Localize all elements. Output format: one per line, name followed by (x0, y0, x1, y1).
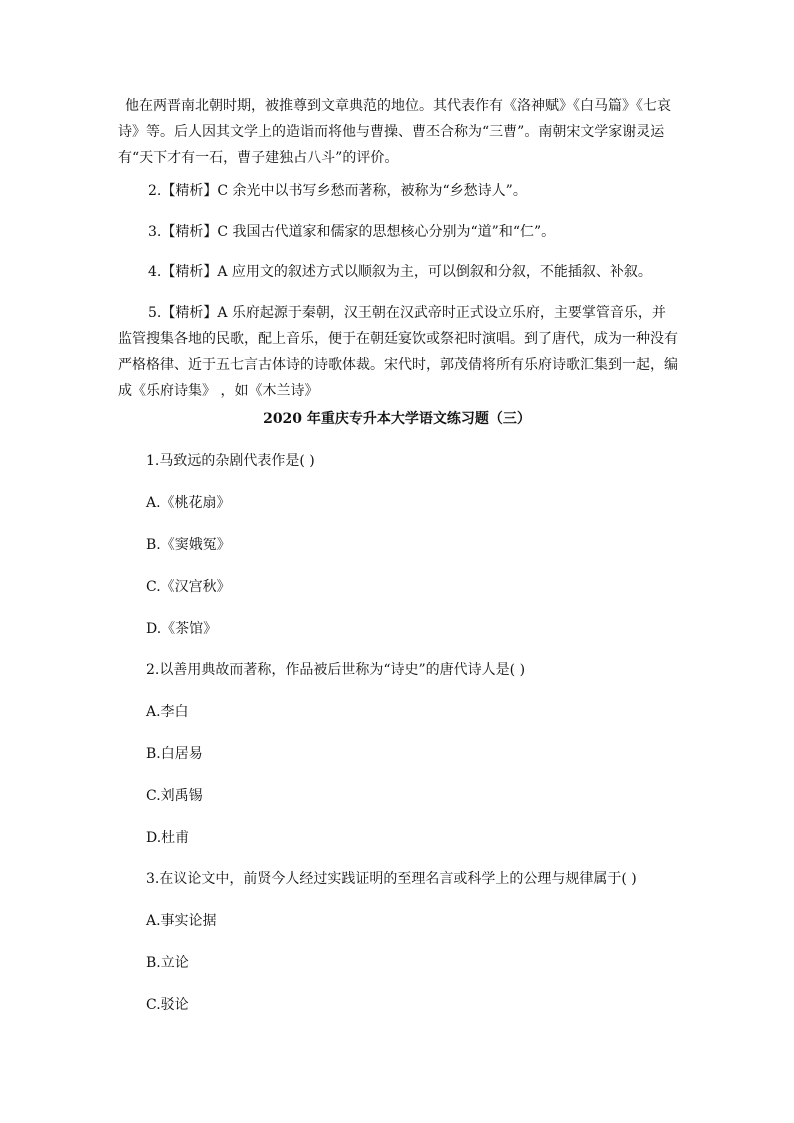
question-2-option-a: A.李白 (146, 704, 189, 720)
analysis-4: 4.【精析】A 应用文的叙述方式以顺叙为主，可以倒叙和分叙，不能插叙、补叙。 (148, 264, 652, 280)
intro-paragraph: 他在两晋南北朝时期，被推尊到文章典范的地位。其代表作有《洛神赋》《白马篇》《七哀诗》等。后人因其文学上的造诣而将他与曹操、曹丕合称为“三曹”。南朝宋文学家谢灵运有“天下才有一石，曹子建独占八斗”的评价。 (118, 98, 671, 166)
question-1-option-d: D.《茶馆》 (146, 621, 218, 637)
question-1-stem: 1.马致远的杂剧代表作是( ) (146, 453, 315, 469)
question-2-stem: 2.以善用典故而著称，作品被后世称为“诗史”的唐代诗人是( ) (146, 662, 526, 678)
question-1-option-b: B.《窦娥冤》 (146, 537, 231, 553)
question-2-option-b: B.白居易 (146, 746, 203, 762)
analysis-5: 5.【精析】A 乐府起源于秦朝，汉王朝在汉武帝时正式设立乐府，主要掌管音乐，并监管搜集各地的民歌，配上音乐，便于在朝廷宴饮或祭祀时演唱。到了唐代，成为一种没有严格格律、近于五七言古体诗的诗歌体裁。宋代时，郭茂倩将所有乐府诗歌汇集到一起，编成《乐府诗集》 ，如《木兰诗》 (118, 305, 678, 399)
analysis-2: 2.【精析】C 余光中以书写乡愁而著称，被称为“乡愁诗人”。 (148, 183, 527, 199)
question-2-option-c: C.刘禹锡 (146, 788, 203, 804)
analysis-3: 3.【精析】C 我国古代道家和儒家的思想核心分别为“道”和“仁”。 (148, 224, 556, 240)
question-3-option-b: B.立论 (146, 955, 189, 971)
question-1-option-c: C.《汉宫秋》 (146, 579, 231, 595)
question-3-option-c: C.驳论 (146, 997, 189, 1013)
section-title: 2020 年重庆专升本大学语文练习题（三） (263, 411, 531, 427)
question-3-stem: 3.在议论文中，前贤今人经过实践证明的至理名言或科学上的公理与规律属于( ) (146, 871, 637, 887)
question-3-option-a: A.事实论据 (146, 913, 217, 929)
question-2-option-d: D.杜甫 (146, 830, 190, 846)
question-1-option-a: A.《桃花扇》 (146, 495, 231, 511)
